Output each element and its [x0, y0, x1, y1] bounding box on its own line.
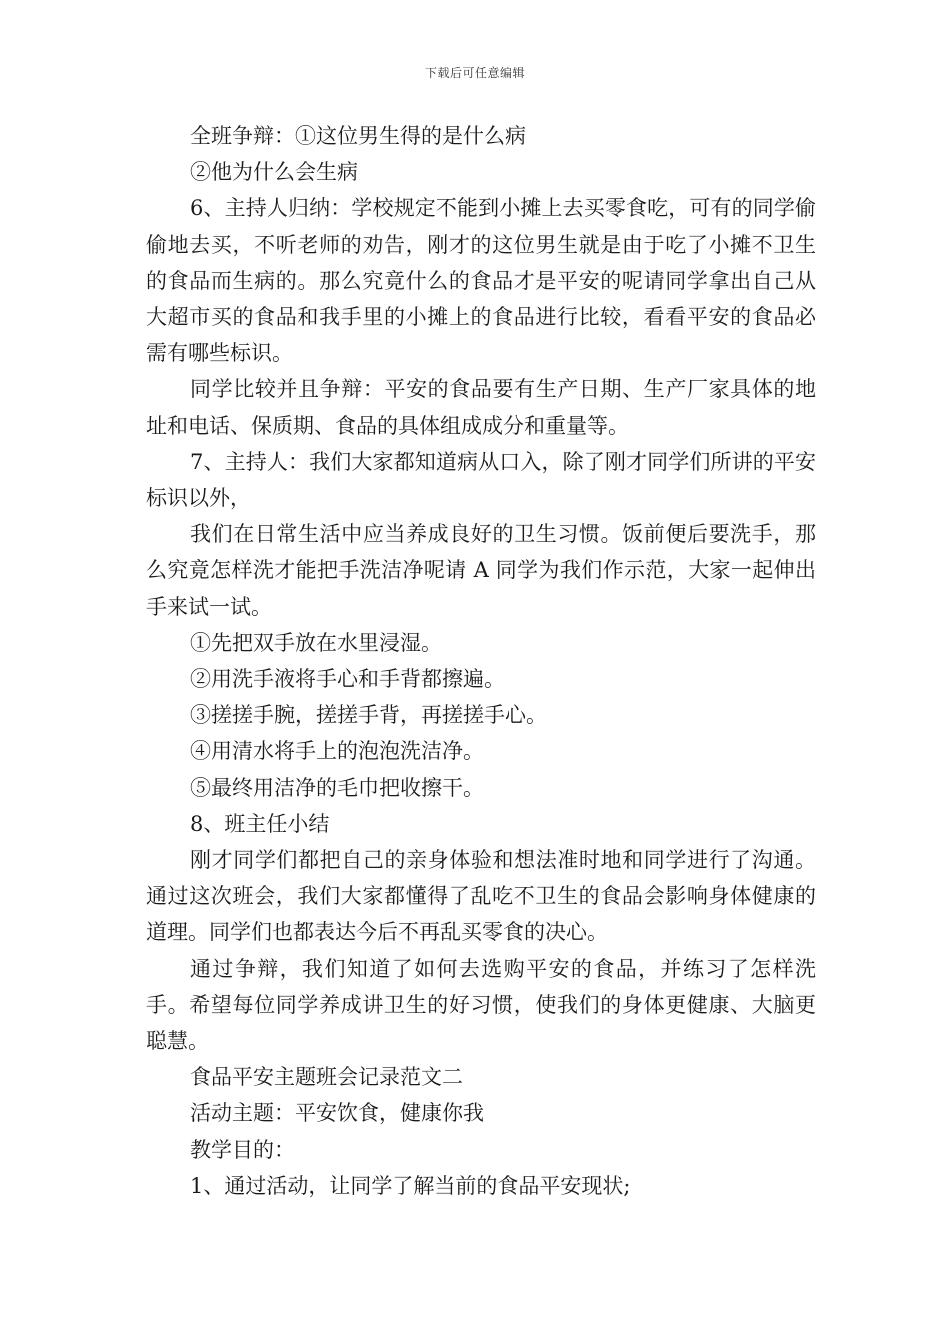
paragraph: 6、主持人归纳：学校规定不能到小摊上去买零食吃，可有的同学偷偷地去买，不听老师的劝告，刚才的这位男生就是由于吃了小摊不卫生的食品而生病的。那么究竟什么的食品才是平安的呢请同学拿出自己从大超市买的食品和我手里的小摊上的食品进行比较，看看平安的食品必需有哪些标识。: [146, 196, 816, 366]
paragraph: 刚才同学们都把自己的亲身体验和想法准时地和同学进行了沟通。通过这次班会，我们大家都懂得了乱吃不卫生的食品会影响身体健康的道理。同学们也都表达今后不再乱买零食的决心。: [146, 848, 816, 945]
paragraph: 全班争辩：①这位男生得的是什么病: [190, 124, 526, 148]
list-item: ⑤最终用洁净的毛巾把收擦干。: [190, 775, 484, 800]
paragraph: 同学比较并且争辩：平安的食品要有生产日期、生产厂家具体的地址和电话、保质期、食品的具体组成成分和重量等。: [146, 377, 816, 438]
page-header-note: 下载后可任意编辑: [424, 66, 525, 80]
paragraph: 活动主题：平安饮食，健康你我: [190, 1101, 484, 1126]
paragraph: 教学目的：: [190, 1137, 295, 1162]
paragraph: ②他为什么会生病: [190, 160, 358, 185]
list-item: ③搓搓手腕，搓搓手背，再搓搓手心。: [190, 703, 547, 728]
paragraph: 我们在日常生活中应当养成良好的卫生习惯。饭前便后要洗手，那么究竟怎样洗才能把手洗洁净呢请 A 同学为我们作示范，大家一起伸出手来试一试。: [146, 522, 816, 619]
list-item: ①先把双手放在水里浸湿。: [190, 630, 442, 655]
list-item: ④用清水将手上的泡泡洗洁净。: [190, 739, 484, 764]
paragraph: 7、主持人：我们大家都知道病从口入，除了刚才同学们所讲的平安标识以外，: [146, 449, 816, 511]
document-body: [146, 118, 816, 1204]
paragraph: 8、班主任小结: [190, 811, 330, 836]
paragraph: 1、通过活动，让同学了解当前的食品平安现状;: [190, 1173, 631, 1198]
section-title: 食品平安主题班会记录范文二: [190, 1065, 463, 1090]
list-item: ②用洗手液将手心和手背都擦遍。: [190, 667, 505, 692]
paragraph: 通过争辩，我们知道了如何去选购平安的食品，并练习了怎样洗手。希望每位同学养成讲卫生的好习惯，使我们的身体更健康、大脑更聪慧。: [146, 956, 816, 1054]
